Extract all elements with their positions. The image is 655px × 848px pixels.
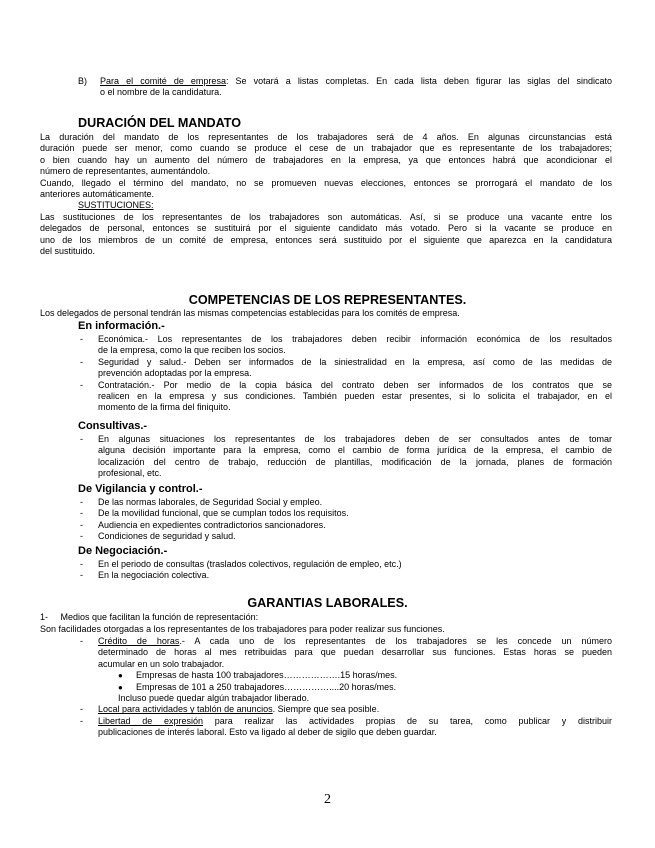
list-item xyxy=(80,570,612,581)
duracion-line: Cuando, llegado el término del mandato, no se promueven nuevas elecciones, entonces se prorrogará el mandato de los xyxy=(40,177,612,188)
list-item xyxy=(80,379,612,414)
list-item xyxy=(80,334,612,357)
credito-text: .- A cada uno de los representantes de los trabajadores se les concede un número xyxy=(179,636,612,646)
vigilancia-list xyxy=(80,497,612,543)
bullet-icon: ● xyxy=(118,671,123,681)
incluso-text: Incluso puede quedar algún trabajador liberado. xyxy=(118,693,310,704)
list-item-line: En el periodo de consultas (traslados colectivos, regulación de empleo, etc.) xyxy=(98,559,402,569)
list-item xyxy=(80,497,612,508)
list-item-line: publicaciones de interés laboral. Esto va ligado al deber de sigilo que deben guardar. xyxy=(98,727,437,738)
list-item-line: profesional, etc. xyxy=(98,468,162,479)
duracion-line: o bien cuando hay un aumento del número de trabajadores en la empresa, ya que entonces habrá que acondicionar el xyxy=(40,154,612,165)
sustituciones-heading: SUSTITUCIONES: xyxy=(78,200,154,211)
point-number: 1- xyxy=(40,612,49,622)
dash-bullet: - xyxy=(80,636,83,646)
list-item-line xyxy=(98,716,612,727)
sustituciones-line: uno de los miembros de un comité de empresa, entonces será sustituido por el siguiente que aparezca en la candidatura xyxy=(40,234,612,245)
consultivas-list xyxy=(80,434,612,480)
duracion-line: número de representantes, aumentándolo. xyxy=(40,166,211,177)
dash-bullet: - xyxy=(80,704,83,715)
negociacion-heading: De Negociación.- xyxy=(78,545,168,557)
dash-bullet: - xyxy=(80,559,83,569)
point-text: Medios que facilitan la función de representación: xyxy=(60,612,259,622)
item-b-line-2: o el nombre de la candidatura. xyxy=(100,87,222,98)
informacion-list xyxy=(80,334,612,414)
dash-bullet: - xyxy=(80,715,83,726)
duracion-heading: DURACIÓN DEL MANDATO xyxy=(78,116,242,130)
list-item-line: acumular en un solo trabajador. xyxy=(98,658,225,669)
list-item-libertad xyxy=(80,715,612,739)
list-item-line: De la movilidad funcional, que se cumplan todos los requisitos. xyxy=(98,508,349,519)
item-b-text: : Se votará a listas completas. En cada lista deben figurar las siglas del sindicato xyxy=(225,76,612,86)
horas-item xyxy=(118,681,612,693)
item-b-line-1 xyxy=(100,76,612,87)
credito-label: Crédito de horas xyxy=(98,636,180,646)
negociacion-list xyxy=(80,559,612,582)
list-item-line: prevención adoptadas por la empresa. xyxy=(98,368,252,379)
dash-bullet: - xyxy=(80,434,83,444)
list-item-line: de la empresa, como la que reciben los socios. xyxy=(98,345,286,356)
dash-bullet: - xyxy=(80,508,83,519)
list-item-line: En la negociación colectiva. xyxy=(98,570,210,581)
vigilancia-heading: De Vigilancia y control.- xyxy=(78,483,203,495)
garantias-heading: GARANTIAS LABORALES. xyxy=(247,596,408,610)
horas-item xyxy=(118,670,612,681)
informacion-heading: En información.- xyxy=(78,320,165,332)
item-b xyxy=(78,76,612,99)
item-b-marker: B) xyxy=(78,76,87,86)
list-item-line: Condiciones de seguridad y salud. xyxy=(98,531,236,542)
list-item-line: Seguridad y salud.- Deben ser informados de la siniestralidad en la empresa, así como de las medidas de xyxy=(98,356,612,367)
list-item-line: alguna decisión importante para la empresa, como el cambio de forma jurídica de la empresa, el cambio de xyxy=(98,445,612,456)
garantias-list xyxy=(80,636,612,739)
dash-bullet: - xyxy=(80,531,83,542)
list-item-line: momento de la firma del finiquito. xyxy=(98,402,231,413)
garantias-intro: Son facilidades otorgadas a los representantes de los trabajadores para poder realizar sus funciones. xyxy=(40,624,445,634)
competencias-intro: Los delegados de personal tendrán las mismas competencias establecidas para los comités de empresa. xyxy=(40,308,460,318)
horas-text: Empresas de hasta 100 trabajadores……………….15 horas/mes. xyxy=(136,670,398,681)
list-item-line: Económica.- Los representantes de los trabajadores deben recibir información económica de los resultados xyxy=(98,334,612,344)
list-item-line: localización del centro de trabajo, reducción de plantillas, modificación de la jornada, planes de formación xyxy=(98,456,612,467)
list-item-line: determinado de horas al mes retribuidas para que puedan desarrollar sus funciones. Estas horas se pueden xyxy=(98,647,612,658)
horas-list xyxy=(118,670,612,693)
list-item-line xyxy=(98,636,612,647)
libertad-text: para realizar las actividades propias de su tarea, como publicar y distribuir xyxy=(203,715,612,726)
horas-text: Empresas de 101 a 250 trabajadores……………....20 horas/mes. xyxy=(136,681,397,692)
consultivas-heading: Consultivas.- xyxy=(78,420,148,432)
garantias-point-1 xyxy=(40,612,258,623)
list-item xyxy=(80,519,612,531)
list-item xyxy=(80,356,612,380)
sustituciones-line: delegados de personal, entonces se sustituirá por el siguiente candidato más votado. Pero si la vacante se produce en xyxy=(40,223,612,234)
list-item-line: Audiencia en expedientes contradictorios sancionadores. xyxy=(98,519,326,530)
libertad-label: Libertad de expresión xyxy=(98,715,204,726)
competencias-heading: COMPETENCIAS DE LOS REPRESENTANTES. xyxy=(188,293,467,307)
duracion-line: anteriores automáticamente. xyxy=(40,189,155,200)
duracion-line: duración puede ser menor, como cuando se produce el cese de un trabajador que es representante de los trabajadores; xyxy=(40,143,612,154)
list-item-line: Contratación.- Por medio de la copia básica del contrato deben ser informados de los contratos que se xyxy=(98,379,612,390)
dash-bullet: - xyxy=(80,570,83,581)
list-item-line: De las normas laborales, de Seguridad Social y empleo. xyxy=(98,497,323,507)
dash-bullet: - xyxy=(80,497,83,507)
local-text: . Siempre que sea posible. xyxy=(272,704,380,715)
local-label: Local para actividades y tablón de anuncios xyxy=(98,704,273,715)
sustituciones-line: Las sustituciones de los representantes de los trabajadores son automáticas. Así, si se produce una vacante entre los xyxy=(40,211,612,222)
bullet-icon: ● xyxy=(118,682,123,692)
duracion-line: La duración del mandato de los representantes de los trabajadores será de 4 años. En algunas circunstancias está xyxy=(40,132,612,142)
sustituciones-line: del sustituido. xyxy=(40,246,96,257)
dash-bullet: - xyxy=(80,379,83,390)
list-item xyxy=(80,559,612,570)
page-number: 2 xyxy=(324,792,331,807)
duracion-body xyxy=(40,132,612,257)
list-item-line xyxy=(98,704,612,715)
list-item xyxy=(80,508,612,519)
item-b-label: Para el comité de empresa xyxy=(100,76,226,86)
dash-bullet: - xyxy=(80,519,83,530)
list-item xyxy=(80,434,612,480)
list-item-credito xyxy=(80,636,612,670)
list-item-local xyxy=(80,704,612,715)
list-item xyxy=(80,531,612,542)
list-item-line: realicen en la empresa y sus condiciones. También pueden estar presentes, si lo solicita el trabajador, en el xyxy=(98,391,612,402)
list-item-line: En algunas situaciones los representantes de los trabajadores deben de ser consultados antes de tomar xyxy=(98,434,612,444)
dash-bullet: - xyxy=(80,334,83,344)
dash-bullet: - xyxy=(80,356,83,367)
